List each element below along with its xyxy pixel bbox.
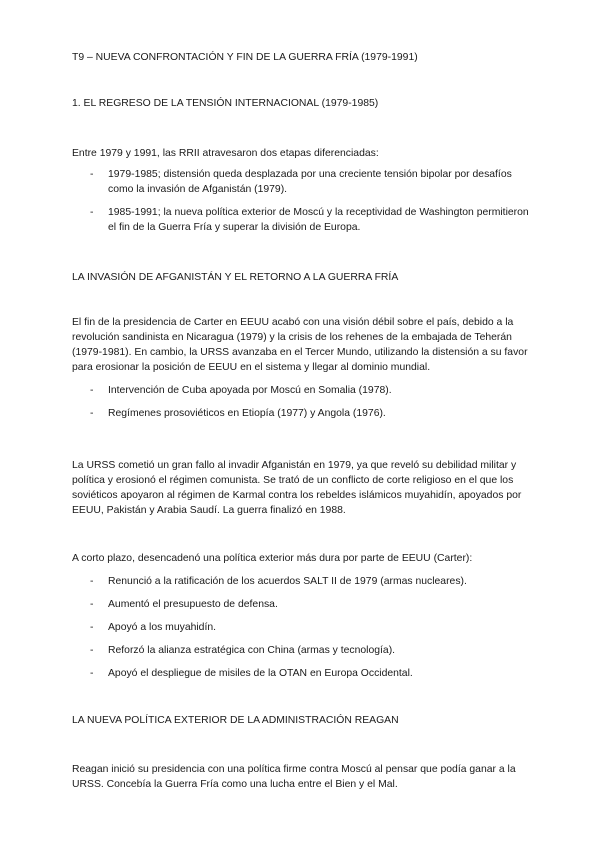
carter-bullet-list — [72, 383, 532, 421]
dash-bullet-icon: - — [90, 169, 94, 180]
list-item-text: Apoyó a los muyahidín. — [108, 622, 217, 633]
list-item — [72, 383, 532, 398]
reagan-paragraph: Reagan inició su presidencia con una política firme contra Moscú al pensar que podía ganar a la URSS. Concebía la Guerra Fría como una lucha entre el Bien y el Mal. — [72, 764, 516, 790]
dash-bullet-icon: - — [90, 622, 94, 633]
dash-bullet-icon: - — [90, 576, 94, 587]
list-item — [72, 167, 532, 197]
invasion-paragraph: La URSS cometió un gran fallo al invadir Afganistán en 1979, ya que reveló su debilidad militar y política y erosionó el régimen comunista. Se trató de un conflicto de corte religioso en el que los soviéticos apoyaron al régimen de Karmal contra los rebeldes islámicos muyahidín, apoyados por EEUU, Pakistán y Arabia Saudí. La guerra finalizó en 1988. — [72, 460, 522, 516]
list-item-text: Apoyó el despliegue de misiles de la OTAN en Europa Occidental. — [108, 668, 413, 679]
list-item — [72, 574, 532, 589]
list-item — [72, 666, 532, 681]
list-item — [72, 643, 532, 658]
document-title: T9 – NUEVA CONFRONTACIÓN Y FIN DE LA GUERRA FRÍA (1979-1991) — [72, 52, 418, 63]
intro-bullet-list — [72, 167, 532, 235]
list-item — [72, 205, 532, 235]
list-item-text: 1979-1985; distensión queda desplazada por una creciente tensión bipolar por desafíos como la invasión de Afganistán (1979). — [108, 169, 512, 195]
list-item-text: Renunció a la ratificación de los acuerdos SALT II de 1979 (armas nucleares). — [108, 576, 467, 587]
list-item — [72, 620, 532, 635]
list-item-text: Reforzó la alianza estratégica con China (armas y tecnología). — [108, 645, 396, 656]
carter-paragraph: El fin de la presidencia de Carter en EEUU acabó con una visión débil sobre el país, debido a la revolución sandinista en Nicaragua (1979) y la crisis de los rehenes de la embajada de Teherán (1979-1981). En cambio, la URSS avanzaba en el Tercer Mundo, utilizando la distensión a su favor para erosionar la posición de EEUU en el sistema y llegar al dominio mundial. — [72, 317, 528, 373]
dash-bullet-icon: - — [90, 408, 94, 419]
dash-bullet-icon: - — [90, 385, 94, 396]
dash-bullet-icon: - — [90, 599, 94, 610]
consequences-block — [72, 551, 532, 681]
list-item-text: Regímenes prosoviéticos en Etiopía (1977) y Angola (1976). — [108, 408, 386, 419]
subsection-afganistan-heading: LA INVASIÓN DE AFGANISTÁN Y EL RETORNO A LA GUERRA FRÍA — [72, 272, 399, 283]
section-1-heading: 1. EL REGRESO DE LA TENSIÓN INTERNACIONAL (1979-1985) — [72, 98, 379, 109]
dash-bullet-icon: - — [90, 668, 94, 679]
intro-block — [72, 146, 532, 235]
consequences-bullet-list — [72, 574, 532, 681]
dash-bullet-icon: - — [90, 207, 94, 218]
carter-block — [72, 315, 532, 421]
subsection-reagan-heading: LA NUEVA POLÍTICA EXTERIOR DE LA ADMINISTRACIÓN REAGAN — [72, 715, 399, 726]
list-item — [72, 406, 532, 421]
consequences-paragraph: A corto plazo, desencadenó una política exterior más dura por parte de EEUU (Carter): — [72, 553, 473, 564]
list-item — [72, 597, 532, 612]
list-item-text: 1985-1991; la nueva política exterior de Moscú y la receptividad de Washington permitieron el fin de la Guerra Fría y superar la división de Europa. — [108, 207, 529, 233]
intro-paragraph: Entre 1979 y 1991, las RRII atravesaron dos etapas diferenciadas: — [72, 148, 379, 159]
dash-bullet-icon: - — [90, 645, 94, 656]
list-item-text: Aumentó el presupuesto de defensa. — [108, 599, 278, 610]
list-item-text: Intervención de Cuba apoyada por Moscú en Somalia (1978). — [108, 385, 392, 396]
